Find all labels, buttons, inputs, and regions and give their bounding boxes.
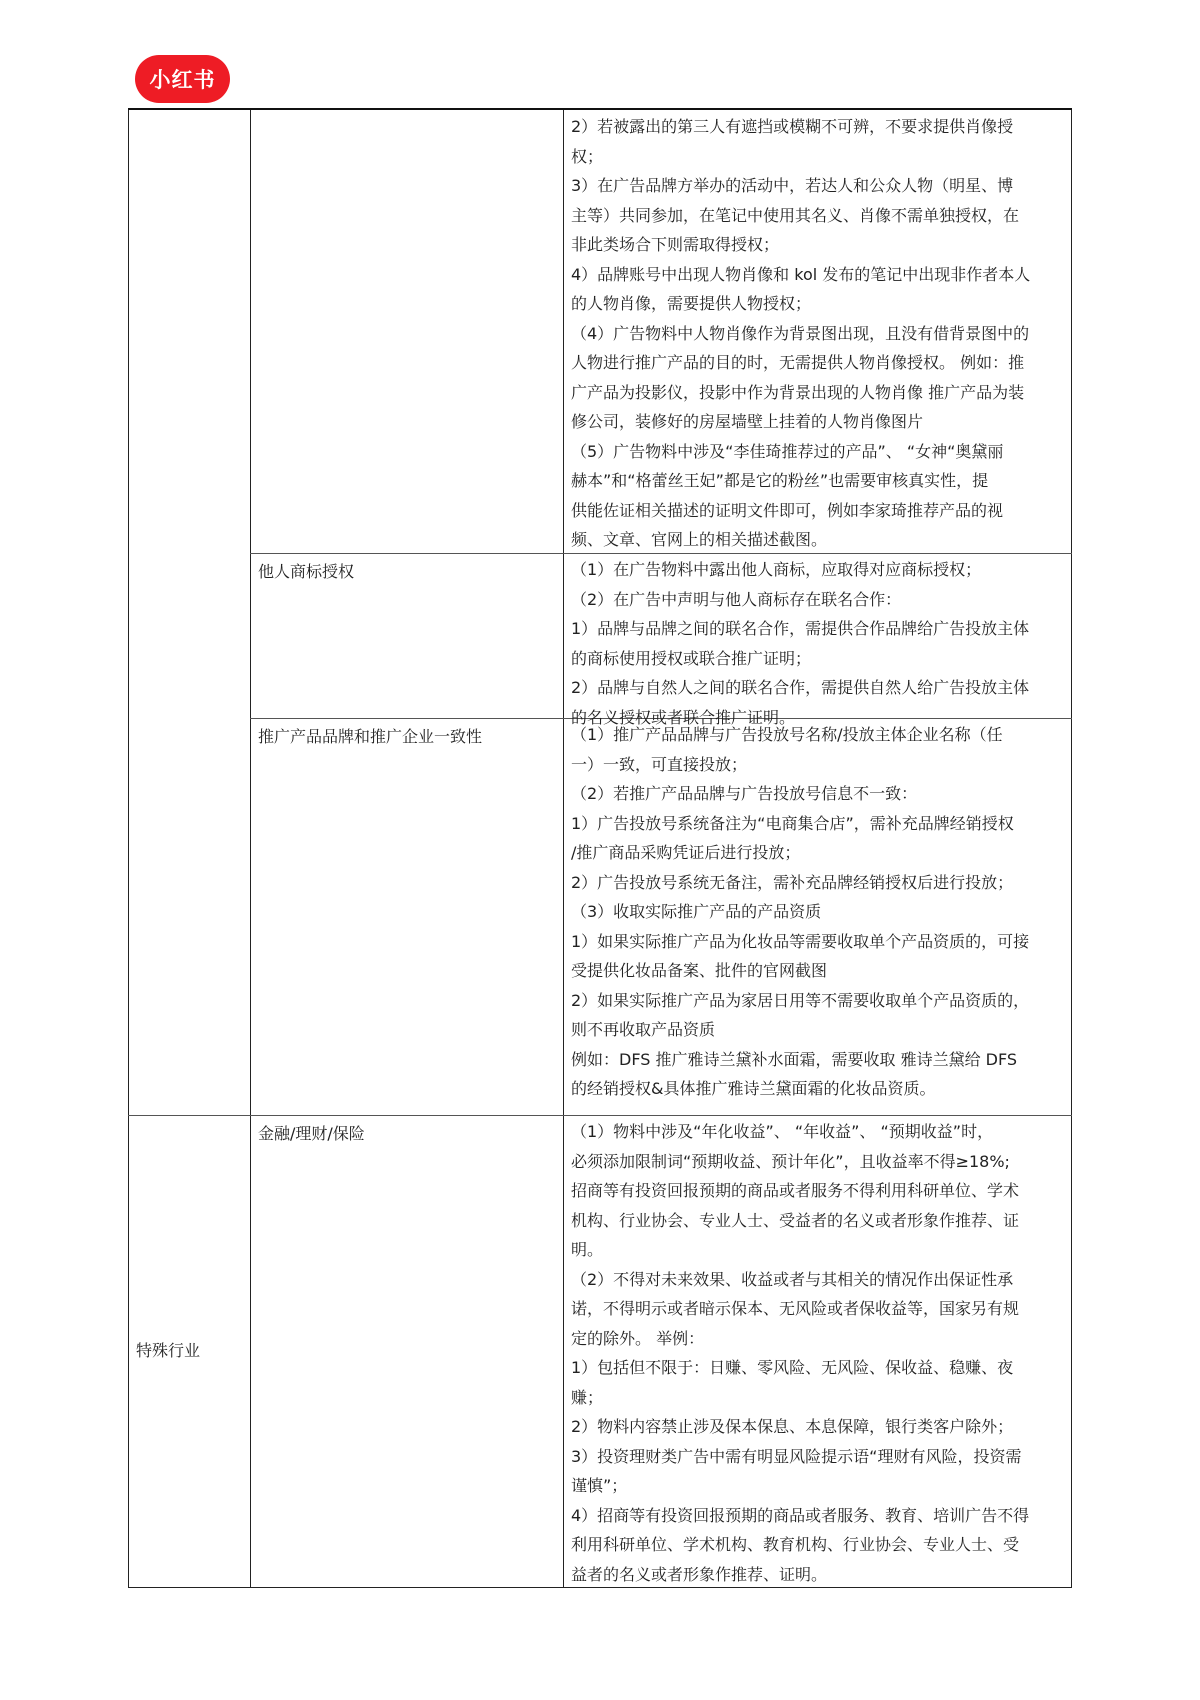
requirement-line: 修公司，装修好的房屋墙壁上挂着的人物肖像图片 xyxy=(571,412,924,431)
requirement-line: （1）推广产品品牌与广告投放号名称/投放主体企业名称（任 xyxy=(571,725,1003,744)
requirement-line: 主等）共同参加，在笔记中使用其名义、肖像不需单独授权，在 xyxy=(571,205,1020,225)
column-divider xyxy=(250,110,251,1587)
requirement-line: 利用科研单位、学术机构、教育机构、行业协会、专业人士、受 xyxy=(571,1535,1020,1554)
requirement-line: 频、文章、官网上的相关描述截图。 xyxy=(571,530,828,549)
requirement-line: 3）投资理财类广告中需有明显风险提示语“理财有风险，投资需 xyxy=(571,1446,1022,1466)
requirement-line: 人物进行推广产品的目的时，无需提供人物肖像授权。 例如：推 xyxy=(571,353,1025,372)
requirement-line: 4）招商等有投资回报预期的商品或者服务、教育、培训广告不得 xyxy=(571,1505,1030,1525)
requirement-line: 1）包括但不限于：日赚、零风险、无风险、保收益、稳赚、夜 xyxy=(571,1358,1014,1377)
requirement-line: 1）广告投放号系统备注为“电商集合店”，需补充品牌经销授权 xyxy=(571,813,1014,833)
requirement-line: 广产品为投影仪，投影中作为背景出现的人物肖像 推广产品为装 xyxy=(571,382,1025,402)
requirement-line: 2）如果实际推广产品为家居日用等不需要收取单个产品资质的， xyxy=(571,990,1030,1010)
requirement-line: 谨慎”； xyxy=(571,1476,628,1495)
requirement-line: 的商标使用授权或联合推广证明； xyxy=(571,648,812,668)
requirement-line: 招商等有投资回报预期的商品或者服务不得利用科研单位、学术 xyxy=(571,1181,1020,1200)
requirement-line: 必须添加限制词“预期收益、预计年化”，且收益率不得≥18%; xyxy=(571,1151,1010,1171)
requirement-line: （1）在广告物料中露出他人商标，应取得对应商标授权； xyxy=(571,560,982,579)
requirement-line: 益者的名义或者形象作推荐、证明。 xyxy=(571,1564,828,1584)
column-divider xyxy=(563,110,564,1587)
xiaohongshu-logo: 小红书 xyxy=(135,55,230,103)
requirement-line: （4）广告物料中人物肖像作为背景图出现，且没有借背景图中的 xyxy=(571,323,1030,343)
requirement-line: 3）在广告品牌方举办的活动中，若达人和公众人物（明星、博 xyxy=(571,176,1014,195)
requirement-line: 的人物肖像，需要提供人物授权； xyxy=(571,294,812,313)
requirement-line: 诺，不得明示或者暗示保本、无风险或者保收益等，国家另有规 xyxy=(571,1299,1020,1318)
requirement-line: 的名义授权或者联合推广证明。 xyxy=(571,707,796,727)
category-cell: 特殊行业 xyxy=(136,1341,201,1360)
item-cell: 他人商标授权 xyxy=(258,562,355,581)
requirement-line: 的经销授权&具体推广雅诗兰黛面霜的化妆品资质。 xyxy=(571,1079,936,1098)
requirement-line: 1）如果实际推广产品为化妆品等需要收取单个产品资质的，可接 xyxy=(571,931,1030,951)
requirement-line: （2）不得对未来效果、收益或者与其相关的情况作出保证性承 xyxy=(571,1269,1014,1289)
requirement-line: 2）物料内容禁止涉及保本保息、本息保障，银行类客户除外； xyxy=(571,1417,1014,1436)
requirement-line: 受提供化妆品备案、批件的官网截图 xyxy=(571,961,828,980)
requirement-line: 2）若被露出的第三人有遮挡或模糊不可辨，不要求提供肖像授 xyxy=(571,117,1014,136)
requirement-cell xyxy=(571,720,1066,1104)
table-border xyxy=(1071,110,1072,1587)
requirement-line: 2）广告投放号系统无备注，需补充品牌经销授权后进行投放； xyxy=(571,872,1014,892)
table-border xyxy=(128,110,129,1587)
requirement-line: （5）广告物料中涉及“李佳琦推荐过的产品”、 “女神“奥黛丽 xyxy=(571,441,1004,461)
requirement-cell xyxy=(571,555,1066,732)
requirement-line: 2）品牌与自然人之间的联名合作，需提供自然人给广告投放主体 xyxy=(571,678,1030,697)
requirement-line: （2）若推广产品品牌与广告投放号信息不一致： xyxy=(571,784,918,803)
requirement-line: 明。 xyxy=(571,1240,604,1259)
requirement-line: （3）收取实际推广产品的产品资质 xyxy=(571,902,822,921)
requirement-line: 则不再收取产品资质 xyxy=(571,1020,716,1039)
requirement-line: 定的除外。 举例： xyxy=(571,1328,705,1348)
requirement-line: （1）物料中涉及“年化收益”、 “年收益”、 “预期收益”时， xyxy=(571,1122,994,1141)
requirement-cell xyxy=(571,1117,1066,1589)
requirement-line: 一）一致，可直接投放； xyxy=(571,754,748,774)
requirement-line: 4）品牌账号中出现人物肖像和 kol 发布的笔记中出现非作者本人 xyxy=(571,264,1031,284)
item-cell: 推广产品品牌和推广企业一致性 xyxy=(258,727,483,746)
requirement-line: 1）品牌与品牌之间的联名合作，需提供合作品牌给广告投放主体 xyxy=(571,619,1030,638)
policy-table xyxy=(128,108,1072,1587)
requirement-line: 权； xyxy=(571,146,604,166)
requirement-cell xyxy=(571,112,1066,555)
row-divider xyxy=(128,1115,1072,1116)
item-cell: 金融/理财/保险 xyxy=(258,1124,365,1143)
requirement-line: （2）在广告中声明与他人商标存在联名合作： xyxy=(571,589,902,609)
requirement-line: 赚； xyxy=(571,1387,604,1407)
requirement-line: 供能佐证相关描述的证明文件即可，例如李家琦推荐产品的视 xyxy=(571,500,1004,520)
requirement-line: /推广商品采购凭证后进行投放； xyxy=(571,843,801,862)
requirement-line: 机构、行业协会、专业人士、受益者的名义或者形象作推荐、证 xyxy=(571,1210,1020,1230)
requirement-line: 例如：DFS 推广雅诗兰黛补水面霜，需要收取 雅诗兰黛给 DFS xyxy=(571,1049,1018,1069)
requirement-line: 非此类场合下则需取得授权； xyxy=(571,235,780,254)
requirement-line: 赫本”和“格蕾丝王妃”都是它的粉丝”也需要审核真实性，提 xyxy=(571,471,989,490)
